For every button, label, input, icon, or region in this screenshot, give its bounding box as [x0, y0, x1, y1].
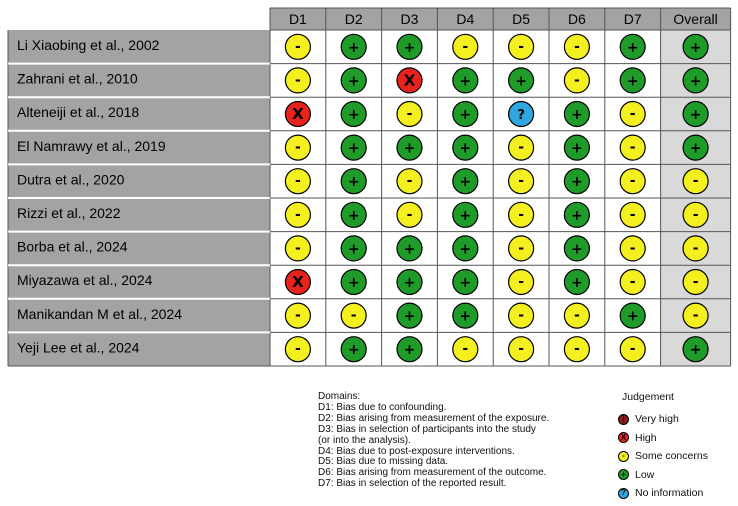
domains-legend — [318, 392, 549, 490]
judgement-low-symbol: + — [403, 308, 416, 325]
judgement-low-symbol: + — [571, 174, 583, 191]
judgement-some-symbol: - — [294, 240, 301, 257]
judgement-low-symbol: + — [459, 241, 472, 258]
legend-some-icon: - — [618, 451, 629, 462]
domain-item: D1: Bias due to confounding. — [318, 401, 447, 413]
judgement-some-symbol: - — [518, 38, 525, 55]
judgement-low-symbol: + — [571, 275, 583, 291]
judgement-some-symbol: - — [462, 38, 469, 55]
judgement-some-symbol: - — [692, 206, 699, 223]
column-header-d5: D5 — [512, 11, 531, 27]
judgement-low-symbol: + — [459, 73, 472, 90]
judgement-some-symbol: - — [692, 307, 699, 324]
judgement-some-symbol: - — [629, 106, 636, 122]
domains-title: Domains: — [318, 391, 361, 402]
judgement-some-symbol: - — [406, 106, 413, 122]
judgement-low-symbol: + — [459, 107, 472, 123]
judgement-low-symbol: + — [689, 140, 702, 157]
legend-label: No information — [635, 487, 704, 500]
column-header-d6: D6 — [567, 11, 586, 27]
judgement-low-symbol: + — [347, 107, 360, 123]
judgement-noinfo-symbol: ? — [517, 108, 525, 123]
judgement-some-symbol: - — [406, 206, 413, 223]
judgement-some-symbol: - — [406, 173, 413, 190]
judgement-some-symbol: - — [518, 274, 525, 290]
study-label: Alteneiji et al., 2018 — [17, 104, 140, 121]
header-bg — [270, 8, 731, 30]
column-header-d2: D2 — [344, 11, 363, 27]
judgement-some-symbol: - — [518, 341, 525, 358]
judgement-some-symbol: - — [692, 240, 699, 257]
judgement-some-symbol: - — [294, 341, 301, 358]
judgement-low-symbol: + — [347, 140, 360, 157]
judgement-low-symbol: + — [403, 140, 416, 157]
judgement-high-symbol: X — [403, 71, 416, 90]
domain-item: D2: Bias arising from measurement of the exposure. — [318, 412, 550, 424]
judgement-some-symbol: - — [573, 38, 580, 55]
domain-item: D3: Bias in selection of participants into the study — [318, 423, 536, 435]
judgement-some-symbol: - — [518, 139, 525, 156]
legend-item-some — [618, 447, 708, 466]
judgement-low-symbol: + — [459, 140, 472, 157]
judgement-low-symbol: + — [347, 275, 360, 291]
legend-title: Judgement — [622, 391, 674, 403]
judgement-some-symbol: - — [629, 240, 636, 257]
judgement-high-symbol: X — [292, 273, 304, 291]
judgement-low-symbol: + — [403, 241, 416, 258]
judgement-low-symbol: + — [347, 174, 360, 191]
column-header-d3: D3 — [400, 11, 419, 27]
judgement-some-symbol: - — [629, 139, 636, 156]
column-header-overall: Overall — [673, 11, 718, 27]
judgement-low-symbol: + — [347, 342, 360, 359]
judgement-low-symbol: + — [689, 73, 702, 90]
judgement-low-symbol: + — [347, 39, 360, 56]
legend-low-icon: + — [618, 469, 629, 480]
judgement-some-symbol: - — [294, 38, 301, 55]
judgement-some-symbol: - — [518, 307, 525, 324]
legend-item-veryhigh — [618, 410, 708, 429]
judgement-low-symbol: + — [571, 140, 583, 157]
judgement-some-symbol: - — [629, 206, 636, 223]
judgement-low-symbol: + — [459, 207, 472, 224]
judgement-some-symbol: - — [294, 72, 301, 89]
domain-item: D4: Bias due to post-exposure interventions. — [318, 445, 515, 457]
judgement-legend — [618, 391, 708, 503]
judgement-some-symbol: - — [294, 307, 301, 324]
column-header-d7: D7 — [623, 11, 642, 27]
judgement-some-symbol: - — [573, 72, 580, 89]
legend-label: Very high — [635, 413, 679, 426]
judgement-some-symbol: - — [518, 240, 525, 257]
judgement-high-symbol: X — [292, 105, 304, 123]
judgement-some-symbol: - — [294, 206, 301, 223]
judgement-low-symbol: + — [626, 308, 639, 325]
domain-item: (or into the analysis). — [318, 434, 411, 446]
judgement-low-symbol: + — [347, 207, 360, 224]
legend-label: Low — [635, 468, 655, 481]
judgement-low-symbol: + — [403, 39, 416, 56]
judgement-some-symbol: - — [573, 307, 580, 324]
judgement-low-symbol: + — [347, 241, 360, 258]
study-label: El Namrawy et al., 2019 — [17, 137, 166, 154]
legend-veryhigh-icon: ! — [618, 414, 629, 425]
legend-item-high — [618, 429, 708, 448]
study-label: Rizzi et al., 2022 — [17, 205, 121, 221]
judgement-low-symbol: + — [571, 207, 583, 224]
judgement-some-symbol: - — [629, 274, 636, 290]
legend-noinfo-icon: ? — [618, 488, 629, 499]
judgement-low-symbol: + — [459, 308, 472, 325]
judgement-some-symbol: - — [629, 173, 636, 190]
legend-label: Some concerns — [635, 450, 708, 463]
judgement-some-symbol: - — [294, 173, 301, 190]
legend-item-low — [618, 466, 708, 485]
judgement-some-symbol: - — [350, 307, 357, 324]
judgement-low-symbol: + — [403, 342, 416, 359]
judgement-some-symbol: - — [518, 173, 525, 190]
study-label: Manikandan M et al., 2024 — [17, 305, 182, 322]
judgement-low-symbol: + — [689, 39, 702, 56]
judgement-low-symbol: + — [403, 275, 416, 291]
legend-label: High — [635, 431, 657, 444]
judgement-some-symbol: - — [573, 341, 580, 358]
judgement-low-symbol: + — [571, 107, 583, 123]
study-label: Zahrani et al., 2010 — [17, 70, 138, 87]
judgement-low-symbol: + — [459, 275, 472, 291]
judgement-some-symbol: - — [692, 274, 699, 290]
study-label: Yeji Lee et al., 2024 — [17, 339, 140, 356]
judgement-low-symbol: + — [626, 73, 639, 90]
judgement-some-symbol: - — [294, 139, 301, 156]
judgement-some-symbol: - — [462, 341, 469, 358]
judgement-low-symbol: + — [347, 73, 360, 90]
judgement-low-symbol: + — [571, 241, 583, 258]
judgement-low-symbol: + — [689, 107, 702, 123]
study-label: Li Xiaobing et al., 2002 — [17, 37, 160, 53]
domain-item: D6: Bias arising from measurement of the outcome. — [318, 467, 547, 479]
judgement-some-symbol: - — [518, 206, 525, 223]
study-label: Borba et al., 2024 — [17, 238, 128, 255]
study-label: Dutra et al., 2020 — [17, 171, 125, 188]
judgement-low-symbol: + — [459, 174, 472, 191]
judgement-some-symbol: - — [629, 341, 636, 358]
judgement-some-symbol: - — [692, 173, 699, 190]
column-header-d4: D4 — [456, 11, 475, 27]
judgement-low-symbol: + — [689, 342, 702, 359]
domain-item: D7: Bias in selection of the reported result. — [318, 478, 507, 490]
column-header-d1: D1 — [288, 11, 307, 27]
study-label: Miyazawa et al., 2024 — [17, 272, 153, 289]
legend-item-noinfo — [618, 484, 708, 503]
domain-item: D5: Bias due to missing data. — [318, 456, 449, 468]
legend-high-icon: X — [618, 432, 629, 443]
judgement-low-symbol: + — [515, 73, 527, 90]
judgement-low-symbol: + — [626, 39, 639, 56]
